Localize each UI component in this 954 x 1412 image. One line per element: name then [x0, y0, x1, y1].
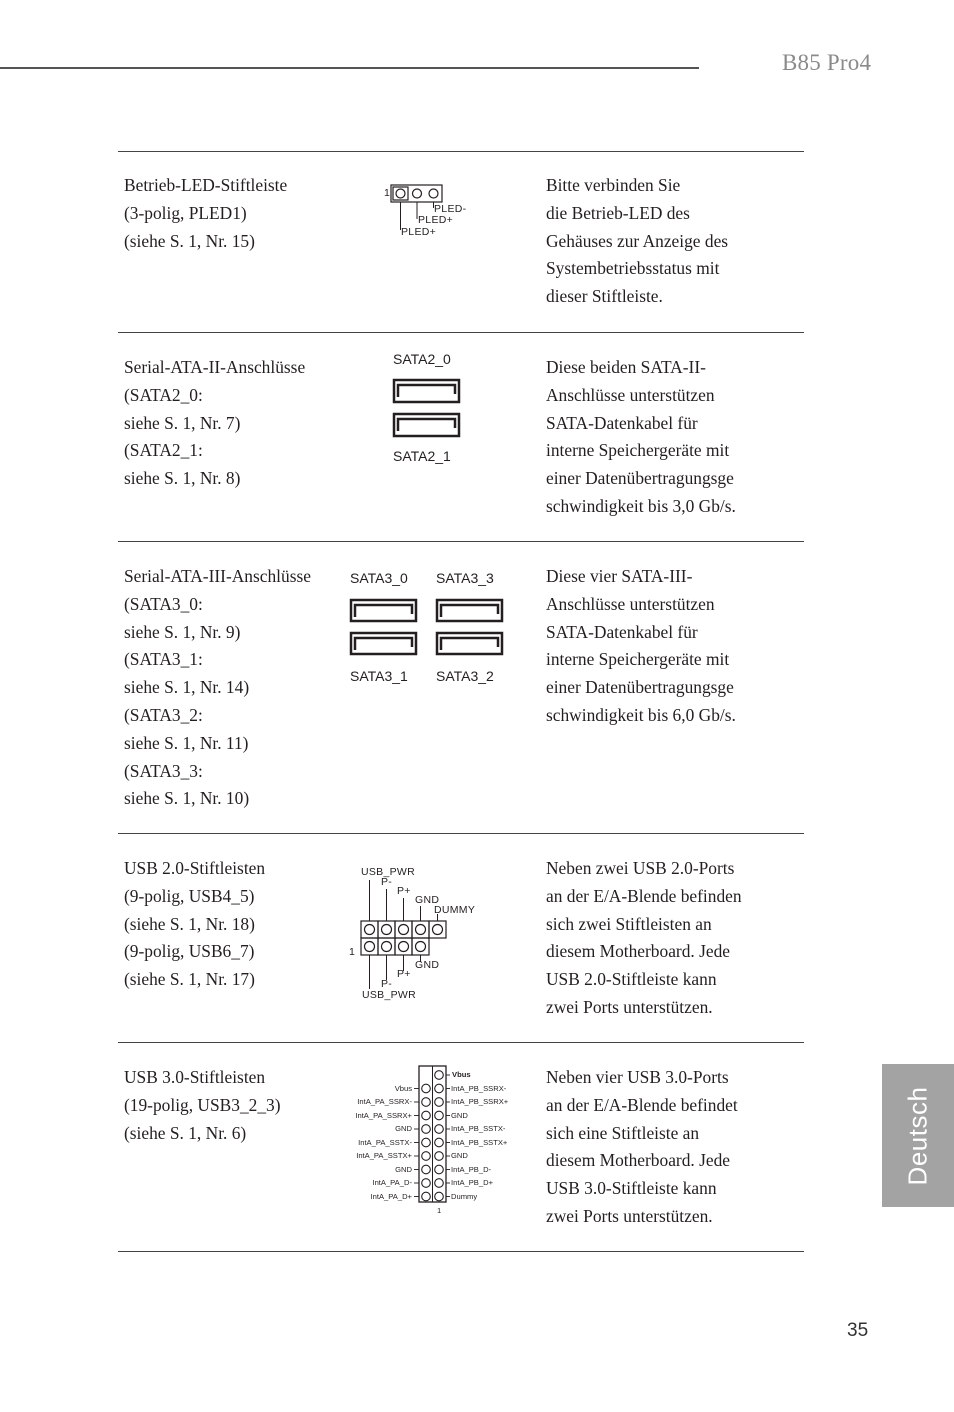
sata3-description-right: [546, 563, 778, 730]
section-divider: [118, 1042, 804, 1043]
pin-label: IntA_PA_SSRX-: [357, 1097, 412, 1106]
pin-label: USB_PWR: [361, 866, 416, 878]
sata2-1-label: SATA2_1: [393, 448, 451, 464]
text-line: Systembetriebsstatus mit: [546, 258, 720, 279]
text-line: Serial-ATA-II-Anschlüsse: [124, 357, 306, 377]
usb3-description-right: [546, 1064, 778, 1231]
text-line: (19-polig, USB3_2_3): [124, 1094, 281, 1115]
text-line: siehe S. 1, Nr. 11): [124, 732, 249, 753]
pin-label: IntA_PA_SSRX+: [355, 1110, 412, 1120]
text-line: einer Datenübertragungsge: [546, 677, 734, 698]
text-line: Bitte verbinden Sie: [546, 175, 681, 195]
text-line: Anschlüsse unterstützen: [546, 593, 715, 614]
text-line: Serial-ATA-III-Anschlüsse: [124, 566, 311, 586]
text-line: (siehe S. 1, Nr. 18): [124, 913, 255, 934]
sata2-description-left: [124, 354, 344, 493]
pin-label: PLED+: [418, 214, 454, 226]
text-line: USB 3.0-Stiftleisten: [124, 1067, 266, 1087]
text-line: sich eine Stiftleiste an: [546, 1122, 700, 1143]
pin-label: P-: [381, 876, 393, 888]
text-line: (SATA3_3:: [124, 760, 203, 781]
language-tab-label: Deutsch: [902, 1086, 933, 1185]
sata3-description-left: [124, 563, 344, 813]
pin-label: IntA_PA_SSTX+: [356, 1151, 412, 1160]
usb3-header-diagram: [340, 1064, 525, 1219]
text-line: siehe S. 1, Nr. 14): [124, 677, 250, 698]
usb3-description-left: [124, 1064, 344, 1147]
text-line: Gehäuses zur Anzeige des: [546, 230, 729, 251]
text-line: einer Datenübertragungsge: [546, 468, 734, 489]
section-divider: [118, 833, 804, 834]
pin-label: GND: [395, 1124, 412, 1133]
pled-description-right: [546, 172, 778, 311]
text-line: Diese beiden SATA-II-: [546, 357, 706, 377]
text-line: Anschlüsse unterstützen: [546, 384, 715, 405]
section-divider: [118, 1251, 804, 1252]
text-line: (SATA2_0:: [124, 384, 203, 405]
header-rule: [0, 67, 699, 69]
text-line: (siehe S. 1, Nr. 17): [124, 969, 255, 990]
sata3-2-label: SATA3_2: [436, 668, 494, 684]
text-line: (SATA2_1:: [124, 440, 203, 461]
sata3-1-label: SATA3_1: [350, 668, 408, 684]
text-line: an der E/A-Blende befinden: [546, 885, 742, 906]
text-line: interne Speichergeräte mit: [546, 649, 730, 670]
pin-label: GND: [415, 894, 440, 906]
pin-label: Vbus: [452, 1070, 471, 1079]
pin-label: IntA_PB_SSTX+: [451, 1137, 508, 1147]
text-line: Neben vier USB 3.0-Ports: [546, 1067, 729, 1087]
page-number: 35: [847, 1320, 869, 1341]
text-line: interne Speichergeräte mit: [546, 440, 730, 461]
sata3-0-label: SATA3_0: [350, 570, 408, 586]
text-line: USB 3.0-Stiftleiste kann: [546, 1178, 717, 1199]
text-line: (SATA3_2:: [124, 704, 203, 725]
text-line: Diese vier SATA-III-: [546, 566, 693, 586]
text-line: zwei Ports unterstützen.: [546, 996, 713, 1017]
text-line: (9-polig, USB6_7): [124, 941, 255, 962]
pin-label: PLED-: [434, 203, 467, 215]
text-line: schwindigkeit bis 3,0 Gb/s.: [546, 495, 736, 516]
text-line: diesem Motherboard. Jede: [546, 941, 730, 962]
text-line: diesem Motherboard. Jede: [546, 1150, 730, 1171]
pin-label: IntA_PA_D-: [372, 1178, 412, 1187]
usb2-pins-graphic: [345, 862, 485, 1007]
usb2-description-right: [546, 855, 778, 1022]
sata3-3-label: SATA3_3: [436, 570, 494, 586]
pin-label: USB_PWR: [362, 989, 417, 1001]
pin-label: IntA_PA_D+: [370, 1191, 412, 1201]
text-line: sich zwei Stiftleisten an: [546, 913, 712, 934]
pin-label: GND: [415, 959, 440, 971]
pin-label: IntA_PA_SSTX-: [358, 1137, 412, 1147]
text-line: (siehe S. 1, Nr. 6): [124, 1122, 247, 1143]
pin-label: IntA_PB_D-: [451, 1164, 492, 1174]
text-line: SATA-Datenkabel für: [546, 621, 698, 642]
pin-label: IntA_PB_SSTX-: [451, 1124, 506, 1133]
text-line: (3-polig, PLED1): [124, 202, 247, 223]
text-line: (siehe S. 1, Nr. 15): [124, 230, 255, 251]
text-line: die Betrieb-LED des: [546, 202, 690, 223]
text-line: zwei Ports unterstützen.: [546, 1205, 713, 1226]
text-line: siehe S. 1, Nr. 7): [124, 412, 241, 433]
pin-label: PLED+: [401, 226, 437, 238]
pin-label: IntA_PB_D+: [451, 1178, 494, 1187]
text-line: Neben zwei USB 2.0-Ports: [546, 858, 735, 878]
model-name: B85 Pro4: [782, 50, 872, 75]
text-line: (SATA3_0:: [124, 593, 203, 614]
pin1-label: 1: [349, 946, 356, 958]
pin-label: P-: [381, 978, 393, 990]
text-line: SATA-Datenkabel für: [546, 412, 698, 433]
sata2-description-right: [546, 354, 778, 521]
pin-label: IntA_PB_SSRX-: [451, 1083, 507, 1093]
section-divider: [118, 151, 804, 152]
sata3-diagram: [350, 568, 510, 688]
text-line: schwindigkeit bis 6,0 Gb/s.: [546, 704, 736, 725]
pin-label: GND: [451, 1151, 468, 1160]
sata2-diagram: [393, 350, 493, 470]
text-line: siehe S. 1, Nr. 10): [124, 788, 250, 809]
pin1-label: 1: [384, 187, 391, 199]
pin-label: P+: [397, 885, 411, 897]
section-divider: [118, 332, 804, 333]
section-divider: [118, 541, 804, 542]
pin-label: Dummy: [451, 1191, 478, 1201]
text-line: an der E/A-Blende befindet: [546, 1094, 738, 1115]
text-line: (SATA3_1:: [124, 649, 203, 670]
sata2-0-label: SATA2_0: [393, 351, 451, 367]
text-line: siehe S. 1, Nr. 8): [124, 468, 241, 489]
text-line: siehe S. 1, Nr. 9): [124, 621, 241, 642]
pin-label: Vbus: [394, 1083, 412, 1093]
pin-label: P+: [397, 968, 411, 980]
pin-label: IntA_PB_SSRX+: [451, 1097, 509, 1106]
usb2-description-left: [124, 855, 344, 994]
text-line: (9-polig, USB4_5): [124, 885, 255, 906]
pled-header-diagram: [380, 180, 490, 250]
usb2-header-diagram: [345, 862, 485, 1007]
language-tab: [882, 1064, 954, 1207]
pin-label: GND: [395, 1164, 412, 1174]
pled-description-left: [124, 172, 344, 255]
pin1-label: 1: [437, 1206, 442, 1215]
pin-label: GND: [451, 1110, 468, 1120]
text-line: USB 2.0-Stiftleiste kann: [546, 969, 717, 990]
text-line: USB 2.0-Stiftleisten: [124, 858, 266, 878]
text-line: dieser Stiftleiste.: [546, 286, 663, 307]
text-line: Betrieb-LED-Stiftleiste: [124, 175, 288, 195]
pin-label: DUMMY: [434, 904, 476, 916]
